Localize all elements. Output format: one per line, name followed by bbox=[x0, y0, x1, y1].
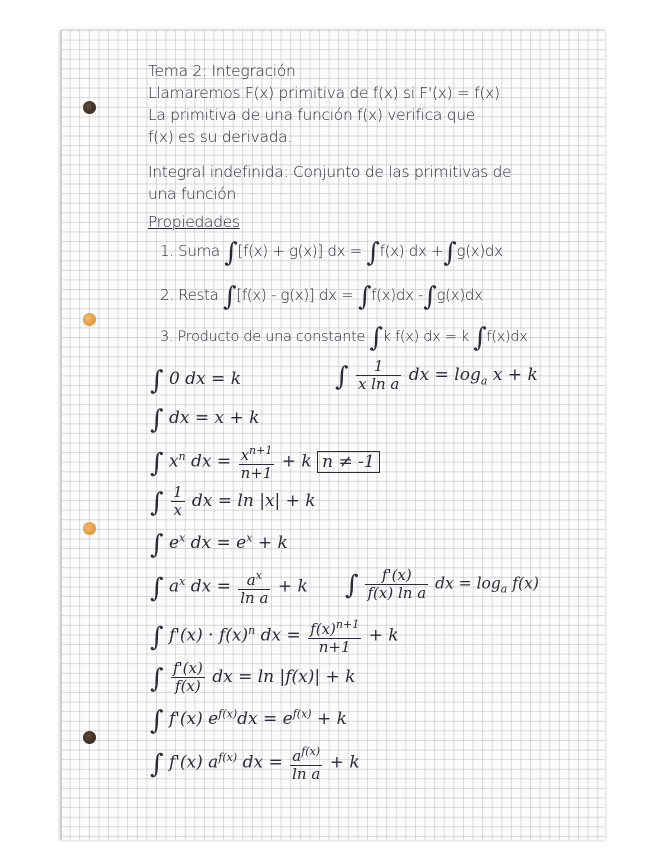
formula-integral-dx: ∫ dx = x + k bbox=[150, 405, 260, 435]
fraction-denominator: x bbox=[173, 501, 182, 519]
exponent: n+1 bbox=[335, 618, 360, 631]
formula-text: + k bbox=[329, 752, 360, 773]
page-edge bbox=[60, 30, 62, 840]
log-base: a bbox=[500, 582, 508, 596]
property-constant: 3. Producto de una constante ∫k f(x) dx = k ∫f(x)dx bbox=[160, 323, 528, 353]
exponent: n+1 bbox=[249, 444, 273, 457]
formula-text: f'(x) a bbox=[168, 752, 219, 773]
formula-integral-exp-base-chain: ∫ f'(x) $a^{f(x)}$ dx = $\frac{a^{f(x)}}{\text{ln a}}$ + k bbox=[150, 745, 360, 783]
formula-text: e bbox=[168, 533, 180, 553]
property-label: 1. Suma bbox=[160, 242, 220, 260]
formula-integral-log: ∫ $\frac{1}{\text{x ln a}}$ dx = $\log_a x + k$ bbox=[335, 357, 538, 393]
definition-line: una función bbox=[148, 185, 237, 203]
punch-hole bbox=[83, 522, 96, 535]
exponent: f(x) bbox=[218, 707, 238, 721]
property-rhs: g(x)dx bbox=[456, 242, 503, 260]
exponent: n bbox=[178, 449, 186, 463]
formula-text: x + k bbox=[492, 365, 538, 385]
fraction-numerator: x bbox=[240, 446, 250, 464]
formula-integral-power: ∫ $x^n$ dx = $\frac{x^{n+1}}{n+1}$ + k n ≠ -1 bbox=[150, 442, 380, 482]
formula-text: x bbox=[168, 451, 179, 472]
formula-integral-reciprocal: ∫ $\frac{1}{x}$ dx = ln |x| + k bbox=[150, 483, 316, 519]
formula-text: dx = bbox=[191, 451, 232, 472]
page-title: Tema 2: Integración bbox=[148, 62, 296, 80]
definition-line: Integral indefinida: Conjunto de las primitivas de bbox=[148, 163, 512, 181]
exponent: x bbox=[179, 574, 186, 588]
condition-box: n ≠ -1 bbox=[317, 451, 380, 473]
formula-text: dx = log bbox=[408, 365, 481, 385]
property-difference: 2. Resta ∫[f(x) - g(x)] dx = ∫f(x)dx -∫g(x)dx bbox=[160, 282, 483, 312]
fraction-numerator: 1 bbox=[356, 358, 401, 376]
formula-text: f'(x) e bbox=[168, 709, 219, 729]
fraction-numerator: f'(x) bbox=[172, 659, 203, 677]
intro-line: Llamaremos F(x) primitiva de f(x) si F'(x) = f(x) bbox=[148, 84, 500, 102]
formula-text: + k bbox=[277, 576, 308, 597]
fraction-numerator: a bbox=[292, 747, 302, 765]
formula-text: dx = log bbox=[435, 574, 501, 593]
formula-text: f(x) bbox=[512, 574, 539, 593]
fraction-numerator: a bbox=[246, 571, 256, 589]
formula-text: dx = bbox=[260, 625, 301, 646]
formula-text: dx = ln |x| + k bbox=[191, 491, 316, 511]
formula-text: dx = ln |f(x)| + k bbox=[212, 667, 356, 687]
exponent: f(x) bbox=[218, 750, 238, 764]
formula-text: f'(x) · f(x) bbox=[168, 625, 249, 646]
punch-hole bbox=[83, 731, 96, 744]
exponent: n bbox=[248, 623, 256, 637]
exponent: x bbox=[246, 531, 253, 545]
formula-integral-exp: ∫ $e^x$ dx = $e^x + k$ bbox=[150, 530, 288, 560]
formula-text: + k bbox=[281, 451, 312, 472]
fraction-denominator: f(x) bbox=[175, 677, 201, 695]
fraction-denominator: f(x) ln a bbox=[367, 584, 427, 602]
formula-text: dx = e bbox=[190, 533, 247, 553]
formula-text: dx = bbox=[242, 752, 283, 773]
punch-hole bbox=[83, 313, 96, 326]
log-base: a bbox=[480, 374, 488, 388]
formula-text: + k bbox=[368, 625, 399, 646]
intro-line: f(x) es su derivada. bbox=[148, 128, 293, 146]
fraction-denominator: ln a bbox=[240, 589, 269, 607]
fraction-numerator: f(x) bbox=[310, 620, 336, 638]
property-lhs: [f(x) + g(x)] dx = bbox=[237, 242, 362, 260]
property-lhs: [f(x) - g(x)] dx = bbox=[236, 286, 354, 304]
property-rhs: g(x)dx bbox=[436, 286, 483, 304]
fraction-numerator: f'(x) bbox=[365, 567, 428, 585]
fraction-denominator: ln a bbox=[292, 765, 321, 783]
punch-hole bbox=[83, 101, 96, 114]
formula-text: dx = bbox=[190, 576, 231, 597]
formula-integral-chain-power: ∫ $f'(x) \cdot f(x)^n$ dx = $\frac{f(x)^{n+1}}{n+1}$ + k bbox=[150, 618, 399, 656]
exponent: f(x) bbox=[301, 745, 321, 758]
formula-integral-exp-chain: ∫ f'(x) $e^{f(x)}dx = e^{f(x)} + k$ bbox=[150, 706, 347, 736]
fraction-numerator: 1 bbox=[172, 483, 183, 501]
fraction-denominator: x ln a bbox=[357, 375, 400, 393]
formula-text: 0 dx = k bbox=[168, 369, 241, 389]
exponent: x bbox=[255, 569, 262, 582]
property-rhs: f(x)dx bbox=[486, 329, 528, 345]
intro-line: La primitiva de una función f(x) verifica que bbox=[148, 106, 475, 124]
formula-text: a bbox=[168, 576, 180, 597]
exponent: f(x) bbox=[292, 707, 312, 721]
formula-text: + k bbox=[257, 533, 288, 553]
property-rhs: f(x) dx + bbox=[379, 242, 444, 260]
formula-integral-exp-base: ∫ $a^x$ dx = $\frac{a^x}{\text{ln a}}$ + k bbox=[150, 569, 308, 607]
formula-text: + k bbox=[316, 709, 347, 729]
property-label: 3. Producto de una constante bbox=[160, 329, 366, 345]
properties-heading: Propiedades bbox=[148, 213, 240, 231]
property-rhs: f(x)dx - bbox=[371, 286, 424, 304]
formula-integral-log-chain: ∫ $\frac{f'(x)}{f(x)}$ dx = ln |f(x)| + k bbox=[150, 659, 356, 695]
fraction-denominator: n+1 bbox=[318, 638, 351, 656]
formula-integral-zero: ∫ 0 dx = k bbox=[150, 366, 241, 396]
fraction-denominator: n+1 bbox=[240, 464, 273, 482]
property-lhs: k f(x) dx = k bbox=[382, 329, 469, 345]
exponent: x bbox=[179, 531, 186, 545]
formula-text: dx = x + k bbox=[168, 408, 260, 428]
property-sum: 1. Suma ∫[f(x) + g(x)] dx = ∫f(x) dx +∫g(x)dx bbox=[160, 238, 503, 268]
formula-text: dx = e bbox=[237, 709, 293, 729]
formula-integral-log-derivative: ∫ $\frac{f'(x)}{\text{f(x) ln a}}$ dx = $\log_a f(x)$ bbox=[345, 566, 539, 602]
property-label: 2. Resta bbox=[160, 286, 219, 304]
